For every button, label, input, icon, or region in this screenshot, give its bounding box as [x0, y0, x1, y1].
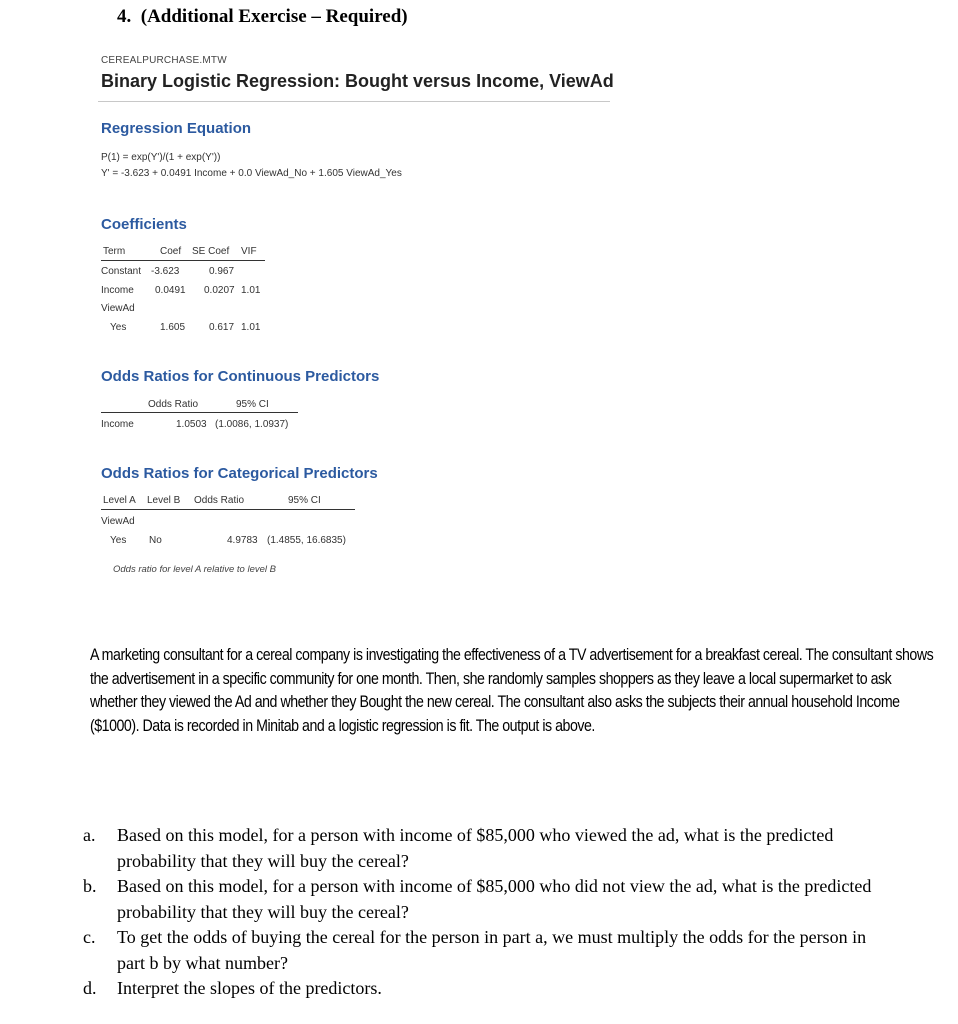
cat-col-odds-ratio: Odds Ratio	[194, 495, 245, 506]
equation-line-1: P(1) = exp(Y')/(1 + exp(Y'))	[101, 152, 221, 163]
question-text: Based on this model, for a person with income of $85,000 who did not view the ad, what is the predicted probability that they will buy the cereal?	[117, 876, 872, 922]
odds-categorical-header-rule	[101, 509, 355, 510]
row-yes-se: 0.617	[209, 322, 235, 333]
coefficients-heading: Coefficients	[101, 216, 187, 233]
col-term: Term	[103, 246, 126, 257]
cat-group: ViewAd	[101, 516, 135, 527]
cat-col-ci: 95% CI	[288, 495, 321, 506]
question-label: d.	[83, 978, 97, 998]
cat-row-odds-ratio: 4.9783	[227, 535, 258, 546]
cat-row-ci: (1.4855, 16.6835)	[267, 535, 346, 546]
equation-line-2: Y' = -3.623 + 0.0491 Income + 0.0 ViewAd_No + 1.605 ViewAd_Yes	[101, 168, 402, 179]
exercise-number: 4.	[117, 6, 132, 27]
question-label: b.	[83, 876, 97, 896]
col-coef: Coef	[160, 246, 182, 257]
col-vif: VIF	[241, 246, 257, 257]
exercise-heading	[117, 6, 408, 28]
odds-continuous-heading: Odds Ratios for Continuous Predictors	[101, 368, 380, 385]
cat-col-level-b: Level B	[147, 495, 181, 506]
question-text: Based on this model, for a person with income of $85,000 who viewed the ad, what is the predicted probability that they will buy the cereal?	[117, 825, 834, 871]
oc-row-term: Income	[101, 419, 134, 430]
odds-ratio-note: Odds ratio for level A relative to level B	[113, 564, 276, 575]
question-label: a.	[83, 825, 96, 845]
row-viewad-term: ViewAd	[101, 303, 135, 314]
row-yes-vif: 1.01	[241, 322, 261, 333]
question-text: Interpret the slopes of the predictors.	[117, 978, 382, 998]
row-income-term: Income	[101, 285, 134, 296]
odds-categorical-heading: Odds Ratios for Categorical Predictors	[101, 465, 378, 482]
oc-col-ci: 95% CI	[236, 399, 269, 410]
regression-equation-heading: Regression Equation	[101, 120, 252, 137]
title-divider	[98, 101, 610, 102]
row-constant-coef: -3.623	[151, 266, 180, 277]
row-yes-term: Yes	[110, 322, 127, 333]
oc-row-ci: (1.0086, 1.0937)	[215, 419, 289, 430]
row-income-coef: 0.0491	[155, 285, 186, 296]
odds-continuous-header-rule	[101, 412, 298, 413]
exercise-title: (Additional Exercise – Required)	[140, 6, 408, 27]
oc-row-odds-ratio: 1.0503	[176, 419, 207, 430]
output-title: Binary Logistic Regression: Bought versus Income, ViewAd	[101, 71, 614, 91]
oc-col-odds-ratio: Odds Ratio	[148, 399, 199, 410]
cat-col-level-a: Level A	[103, 495, 136, 506]
cat-row-level-a: Yes	[110, 535, 127, 546]
row-constant-term: Constant	[101, 266, 142, 277]
row-income-vif: 1.01	[241, 285, 261, 296]
row-constant-se: 0.967	[209, 266, 235, 277]
question-text: To get the odds of buying the cereal for the person in part a, we must multiply the odds for the person in part b by what number?	[117, 927, 867, 973]
col-se-coef: SE Coef	[192, 246, 230, 257]
row-income-se: 0.0207	[204, 285, 235, 296]
question-label: c.	[83, 927, 96, 947]
worksheet-name: CEREALPURCHASE.MTW	[101, 55, 227, 66]
cat-row-level-b: No	[149, 535, 162, 546]
coefficients-header-rule	[101, 260, 265, 261]
row-yes-coef: 1.605	[160, 322, 186, 333]
scenario-paragraph: A marketing consultant for a cereal company is investigating the effectiveness of a TV advertisement for a breakfast cereal. The consultant shows the advertisement in a specific community for one month. Then, she randomly samples shoppers as they leave a local supermarket to ask whether they viewed the Ad and whether they Bought the new cereal. The consultant also asks the subjects their annual household Income ($1000). Data is recorded in Minitab and a logistic regression is fit. The output is above.	[90, 646, 934, 735]
